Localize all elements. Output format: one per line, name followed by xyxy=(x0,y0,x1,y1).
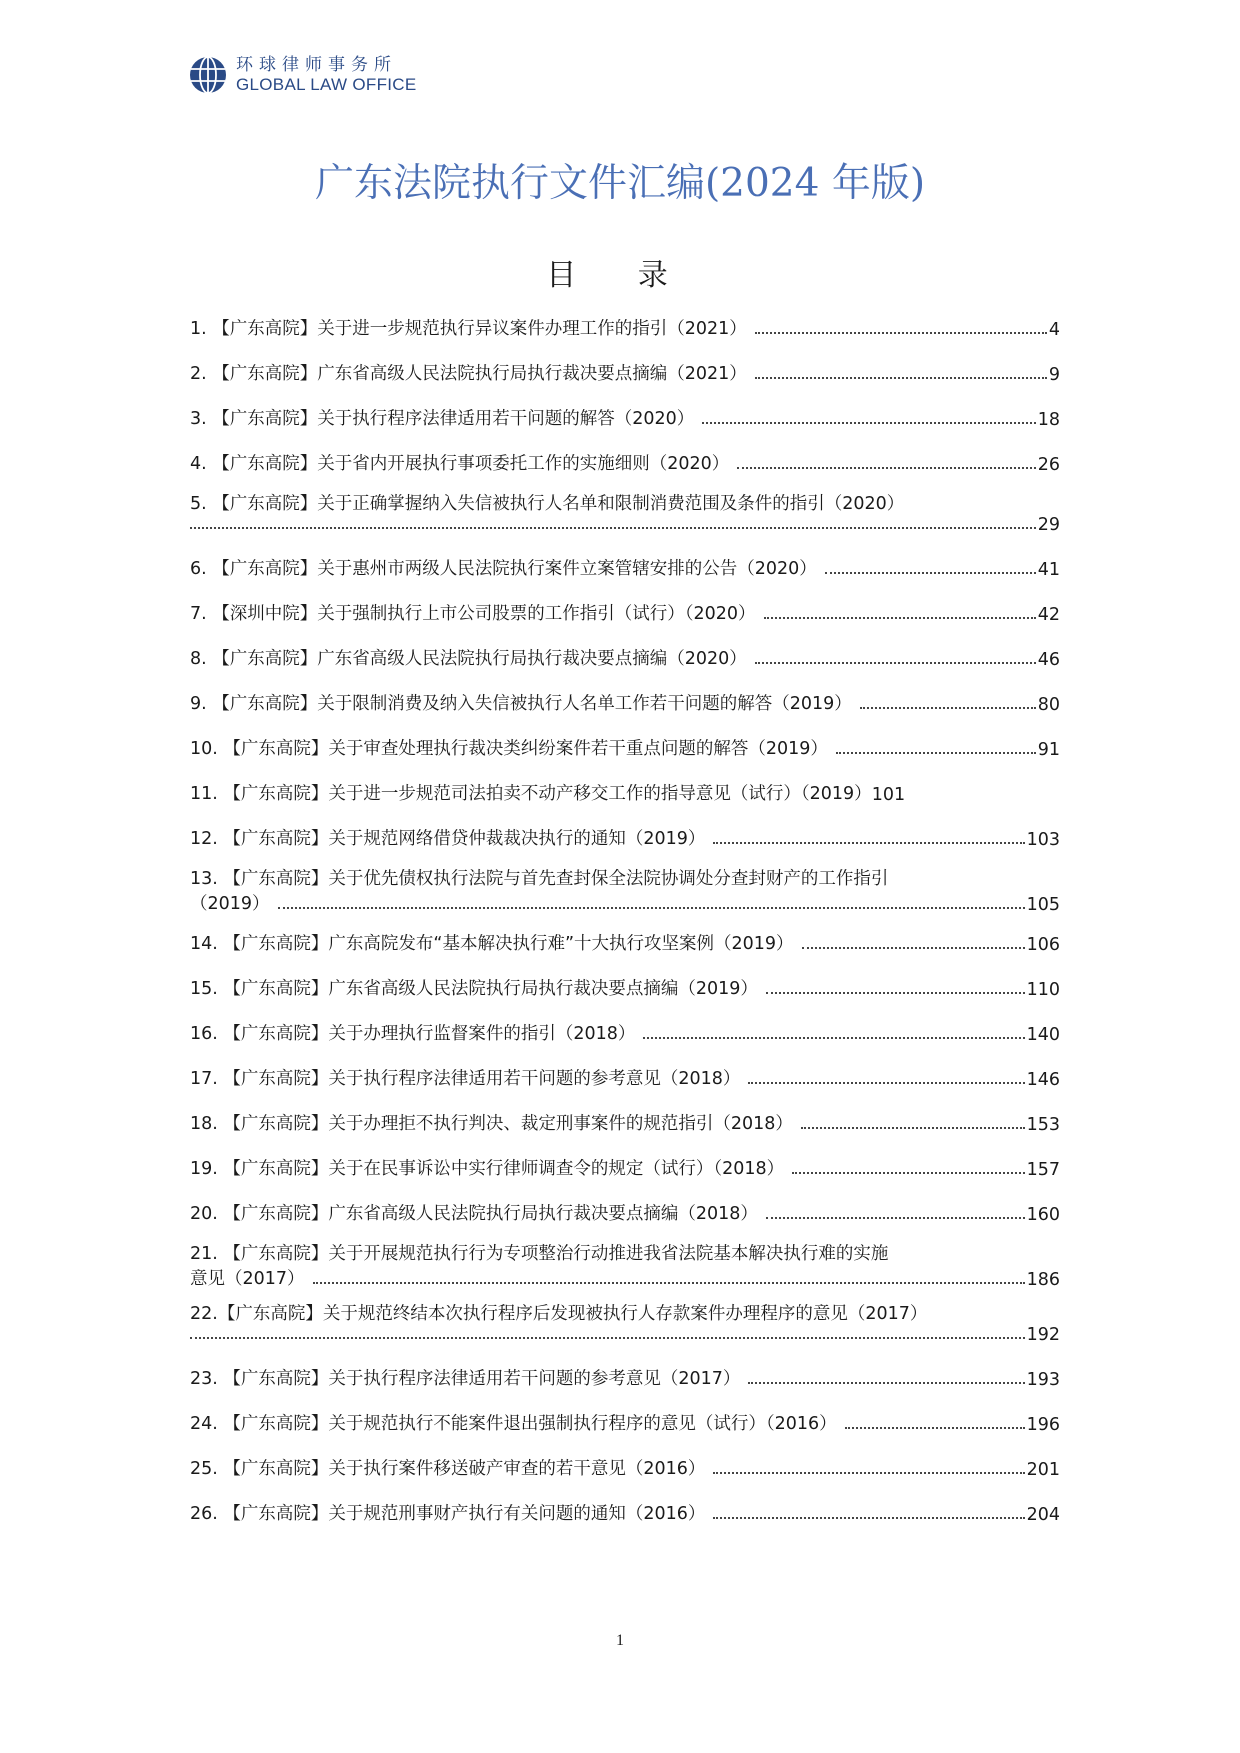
toc-entry[interactable] xyxy=(190,595,1060,625)
leader-dots xyxy=(713,1472,1024,1474)
toc-entry-title: 10. 【广东高院】关于审查处理执行裁决类纠纷案件若干重点问题的解答（2019） xyxy=(190,739,828,759)
leader-dots xyxy=(643,1037,1024,1039)
leader-dots xyxy=(713,1517,1024,1519)
leader-dots xyxy=(766,1217,1025,1219)
toc-entry-page: 80 xyxy=(1037,695,1060,715)
toc-entry[interactable] xyxy=(190,1495,1060,1525)
toc-entry[interactable] xyxy=(190,1450,1060,1480)
globe-icon xyxy=(188,55,228,95)
toc-entry-page: 140 xyxy=(1026,1025,1060,1045)
toc-entry-page: 26 xyxy=(1037,455,1060,475)
page-number: 1 xyxy=(616,1632,624,1649)
toc-entry-title: 6. 【广东高院】关于惠州市两级人民法院执行案件立案管辖安排的公告（2020） xyxy=(190,559,817,579)
toc-entry-title: 13. 【广东高院】关于优先债权执行法院与首先查封保全法院协调处分查封财产的工作指引 xyxy=(190,869,889,889)
toc-entry[interactable] xyxy=(190,640,1060,670)
toc-entry[interactable] xyxy=(190,1015,1060,1045)
toc-entry-page: 41 xyxy=(1037,560,1060,580)
toc-entry-title: 11. 【广东高院】关于进一步规范司法拍卖不动产移交工作的指导意见（试行）（2019） xyxy=(190,784,872,804)
toc-entry[interactable] xyxy=(190,1105,1060,1135)
leader-dots xyxy=(764,617,1036,619)
toc-entry-page: 4 xyxy=(1048,320,1060,340)
leader-dots xyxy=(836,752,1036,754)
toc-entry[interactable] xyxy=(190,445,1060,475)
toc-entry-page: 42 xyxy=(1037,605,1060,625)
toc-entry-title: 2. 【广东高院】广东省高级人民法院执行局执行裁决要点摘编（2021） xyxy=(190,364,747,384)
firm-logo xyxy=(188,55,417,95)
leader-dots xyxy=(748,1382,1024,1384)
table-of-contents xyxy=(190,310,1060,1540)
toc-entry[interactable] xyxy=(190,1195,1060,1225)
toc-entry[interactable] xyxy=(190,400,1060,430)
toc-entry-title: 1. 【广东高院】关于进一步规范执行异议案件办理工作的指引（2021） xyxy=(190,319,747,339)
logo-english-name: GLOBAL LAW OFFICE xyxy=(236,75,417,94)
toc-entry-page: 91 xyxy=(1037,740,1060,760)
toc-entry[interactable] xyxy=(190,1300,1060,1345)
toc-entry-page: 46 xyxy=(1037,650,1060,670)
toc-entry[interactable] xyxy=(190,1150,1060,1180)
toc-entry-title: 14. 【广东高院】广东高院发布“基本解决执行难”十大执行攻坚案例（2019） xyxy=(190,934,794,954)
leader-dots xyxy=(313,1282,1025,1284)
toc-entry[interactable] xyxy=(190,1360,1060,1390)
toc-entry-page: 204 xyxy=(1026,1505,1060,1525)
toc-entry-title: 15. 【广东高院】广东省高级人民法院执行局执行裁决要点摘编（2019） xyxy=(190,979,758,999)
toc-entry-title: 12. 【广东高院】关于规范网络借贷仲裁裁决执行的通知（2019） xyxy=(190,829,706,849)
toc-entry[interactable] xyxy=(190,1240,1060,1290)
toc-entry[interactable] xyxy=(190,865,1060,915)
toc-entry-page: 157 xyxy=(1026,1160,1060,1180)
toc-entry-page: 18 xyxy=(1037,410,1060,430)
toc-entry-title: 26. 【广东高院】关于规范刑事财产执行有关问题的通知（2016） xyxy=(190,1504,706,1524)
toc-entry-title: 21. 【广东高院】关于开展规范执行行为专项整治行动推进我省法院基本解决执行难的实施 xyxy=(190,1244,889,1264)
leader-dots xyxy=(713,842,1024,844)
leader-dots xyxy=(278,907,1025,909)
toc-entry-page: 29 xyxy=(1037,515,1060,535)
leader-dots xyxy=(702,422,1035,424)
toc-entry[interactable] xyxy=(190,355,1060,385)
toc-entry-title-cont: 意见（2017） xyxy=(190,1269,305,1289)
toc-entry-title: 20. 【广东高院】广东省高级人民法院执行局执行裁决要点摘编（2018） xyxy=(190,1204,758,1224)
toc-entry-page: 186 xyxy=(1026,1270,1060,1290)
toc-entry[interactable] xyxy=(190,970,1060,1000)
toc-entry-title: 19. 【广东高院】关于在民事诉讼中实行律师调查令的规定（试行）（2018） xyxy=(190,1159,785,1179)
toc-entry-title: 22.【广东高院】关于规范终结本次执行程序后发现被执行人存款案件办理程序的意见（2017） xyxy=(190,1304,928,1324)
toc-entry-page: 105 xyxy=(1026,895,1060,915)
document-title: 广东法院执行文件汇编(2024 年版) xyxy=(314,161,926,206)
toc-entry[interactable] xyxy=(190,490,1060,535)
leader-dots xyxy=(825,572,1036,574)
toc-entry-title: 8. 【广东高院】广东省高级人民法院执行局执行裁决要点摘编（2020） xyxy=(190,649,747,669)
toc-entry-title: 25. 【广东高院】关于执行案件移送破产审查的若干意见（2016） xyxy=(190,1459,706,1479)
leader-dots xyxy=(801,1127,1025,1129)
leader-dots xyxy=(755,662,1036,664)
toc-entry-page: 9 xyxy=(1048,365,1060,385)
toc-entry-page: 106 xyxy=(1026,935,1060,955)
toc-entry-page: 103 xyxy=(1026,830,1060,850)
toc-entry-page: 201 xyxy=(1026,1460,1060,1480)
toc-entry-title: 9. 【广东高院】关于限制消费及纳入失信被执行人名单工作若干问题的解答（2019） xyxy=(190,694,852,714)
toc-entry-page: 193 xyxy=(1026,1370,1060,1390)
toc-entry-page: 101 xyxy=(871,785,906,805)
toc-entry-page: 160 xyxy=(1026,1205,1060,1225)
toc-entry-page: 192 xyxy=(1026,1325,1060,1345)
toc-entry[interactable] xyxy=(190,730,1060,760)
leader-dots xyxy=(766,992,1025,994)
toc-entry[interactable] xyxy=(190,685,1060,715)
toc-entry[interactable] xyxy=(190,310,1060,340)
toc-entry-title: 5. 【广东高院】关于正确掌握纳入失信被执行人名单和限制消费范围及条件的指引（2020） xyxy=(190,494,905,514)
leader-dots xyxy=(792,1172,1024,1174)
leader-dots xyxy=(802,947,1025,949)
toc-entry-page: 146 xyxy=(1026,1070,1060,1090)
toc-entry-title: 18. 【广东高院】关于办理拒不执行判决、裁定刑事案件的规范指引（2018） xyxy=(190,1114,793,1134)
toc-entry-title: 16. 【广东高院】关于办理执行监督案件的指引（2018） xyxy=(190,1024,636,1044)
logo-chinese-name: 环球律师事务所 xyxy=(236,55,397,75)
toc-entry-title: 4. 【广东高院】关于省内开展执行事项委托工作的实施细则（2020） xyxy=(190,454,730,474)
toc-entry-title: 24. 【广东高院】关于规范执行不能案件退出强制执行程序的意见（试行）（2016） xyxy=(190,1414,837,1434)
leader-dots xyxy=(737,467,1035,469)
leader-dots xyxy=(845,1427,1025,1429)
leader-dots xyxy=(755,332,1047,334)
toc-entry[interactable] xyxy=(190,1060,1060,1090)
toc-entry[interactable] xyxy=(190,820,1060,850)
toc-entry-title: 17. 【广东高院】关于执行程序法律适用若干问题的参考意见（2018） xyxy=(190,1069,741,1089)
toc-entry-title: 3. 【广东高院】关于执行程序法律适用若干问题的解答（2020） xyxy=(190,409,695,429)
toc-entry[interactable] xyxy=(190,1405,1060,1435)
leader-dots xyxy=(190,527,1036,529)
leader-dots xyxy=(860,707,1036,709)
toc-heading: 目 录 xyxy=(546,258,694,293)
toc-entry-page: 196 xyxy=(1026,1415,1060,1435)
toc-entry[interactable] xyxy=(190,775,1060,805)
toc-entry-title: 23. 【广东高院】关于执行程序法律适用若干问题的参考意见（2017） xyxy=(190,1369,741,1389)
leader-dots xyxy=(748,1082,1024,1084)
leader-dots xyxy=(190,1337,1025,1339)
toc-entry-title: 7. 【深圳中院】关于强制执行上市公司股票的工作指引（试行）（2020） xyxy=(190,604,756,624)
toc-entry[interactable] xyxy=(190,550,1060,580)
toc-entry[interactable] xyxy=(190,925,1060,955)
toc-entry-title-cont: （2019） xyxy=(190,894,270,914)
toc-entry-page: 110 xyxy=(1026,980,1060,1000)
toc-entry-page: 153 xyxy=(1026,1115,1060,1135)
leader-dots xyxy=(755,377,1047,379)
